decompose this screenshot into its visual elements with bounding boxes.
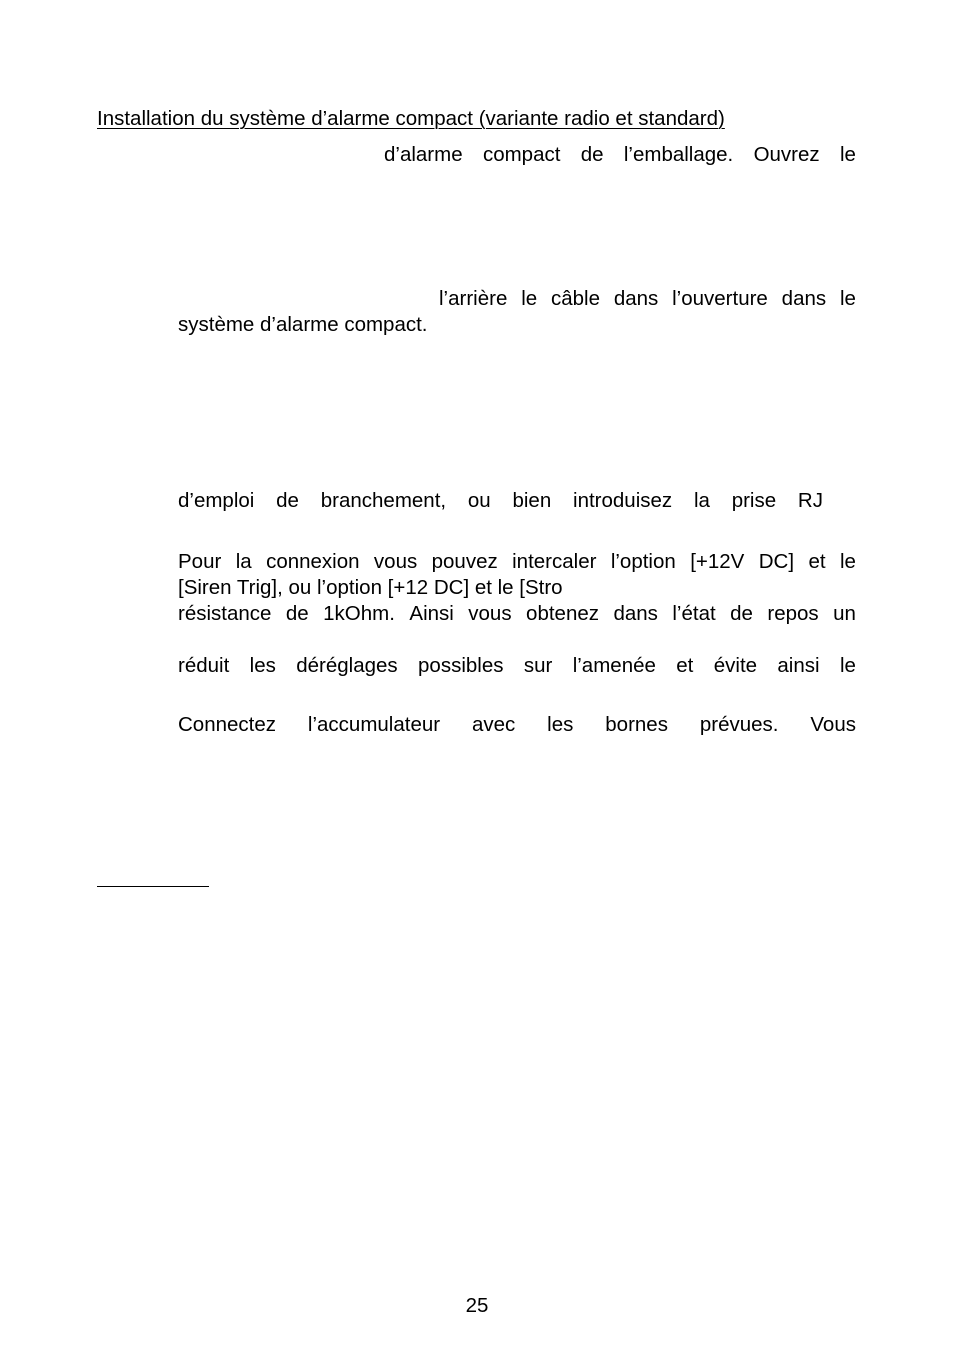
word: le xyxy=(839,654,856,677)
word: l’accumulateur xyxy=(307,713,441,736)
word: Ouvrez xyxy=(753,143,820,166)
word: introduisez xyxy=(573,489,673,512)
word: dans xyxy=(781,287,827,310)
word: de xyxy=(285,602,309,625)
word: déréglages xyxy=(296,654,398,677)
word: résistance xyxy=(178,602,272,625)
word: Ainsi xyxy=(409,602,454,625)
word: l’arrière xyxy=(439,287,508,310)
word: les xyxy=(249,654,276,677)
word: Pour xyxy=(178,550,222,573)
word: 1kOhm. xyxy=(323,602,395,625)
word: l’amenée xyxy=(572,654,656,677)
word: réduit xyxy=(178,654,230,677)
text-line xyxy=(439,287,856,311)
word: DC] xyxy=(758,550,795,573)
footnote-separator xyxy=(97,886,209,887)
word: d’emploi xyxy=(178,489,255,512)
word: bornes xyxy=(605,713,668,736)
word: bien xyxy=(512,489,552,512)
word: le xyxy=(839,143,856,166)
word: ainsi xyxy=(777,654,820,677)
word: pouvez xyxy=(431,550,498,573)
word: obtenez xyxy=(526,602,599,625)
word: dans xyxy=(613,287,659,310)
text-line: [Siren Trig], ou l’option [+12 DC] et le [Stro xyxy=(178,576,563,599)
word: l’emballage. xyxy=(623,143,734,166)
word: la xyxy=(693,489,710,512)
word: repos xyxy=(767,602,819,625)
word: connexion xyxy=(266,550,360,573)
word: prise xyxy=(731,489,777,512)
word: intercaler xyxy=(512,550,597,573)
word: l’option xyxy=(610,550,676,573)
word: évite xyxy=(713,654,758,677)
word: et xyxy=(808,550,826,573)
word: Vous xyxy=(810,713,856,736)
text-line xyxy=(178,550,856,574)
text-line xyxy=(384,143,856,167)
word: vous xyxy=(373,550,418,573)
word: de xyxy=(580,143,604,166)
word: ou xyxy=(467,489,491,512)
word: le xyxy=(839,287,856,310)
text-line xyxy=(178,489,823,513)
word: RJ xyxy=(797,489,823,512)
word: dans xyxy=(613,602,658,625)
word: la xyxy=(235,550,252,573)
word: l’ouverture xyxy=(672,287,768,310)
word: possibles xyxy=(418,654,504,677)
word: compact xyxy=(482,143,561,166)
word: câble xyxy=(550,287,600,310)
text-line xyxy=(178,713,856,737)
word: vous xyxy=(468,602,512,625)
word: d’alarme xyxy=(384,143,463,166)
word: le xyxy=(521,287,538,310)
word: [+12V xyxy=(690,550,745,573)
word: branchement, xyxy=(320,489,447,512)
word: prévues. xyxy=(699,713,779,736)
text-line xyxy=(178,602,856,626)
word: avec xyxy=(471,713,516,736)
word: de xyxy=(730,602,753,625)
word: sur xyxy=(523,654,553,677)
word: et xyxy=(676,654,694,677)
word: un xyxy=(833,602,856,625)
word: de xyxy=(276,489,299,512)
word: Connectez xyxy=(178,713,277,736)
word: le xyxy=(839,550,856,573)
text-line xyxy=(178,654,856,678)
word: l’état xyxy=(672,602,716,625)
page-number: 25 xyxy=(465,1294,489,1317)
word: les xyxy=(547,713,574,736)
text-line: système d’alarme compact. xyxy=(178,313,428,336)
section-heading: Installation du système d’alarme compact (variante radio et standard) xyxy=(97,107,725,130)
